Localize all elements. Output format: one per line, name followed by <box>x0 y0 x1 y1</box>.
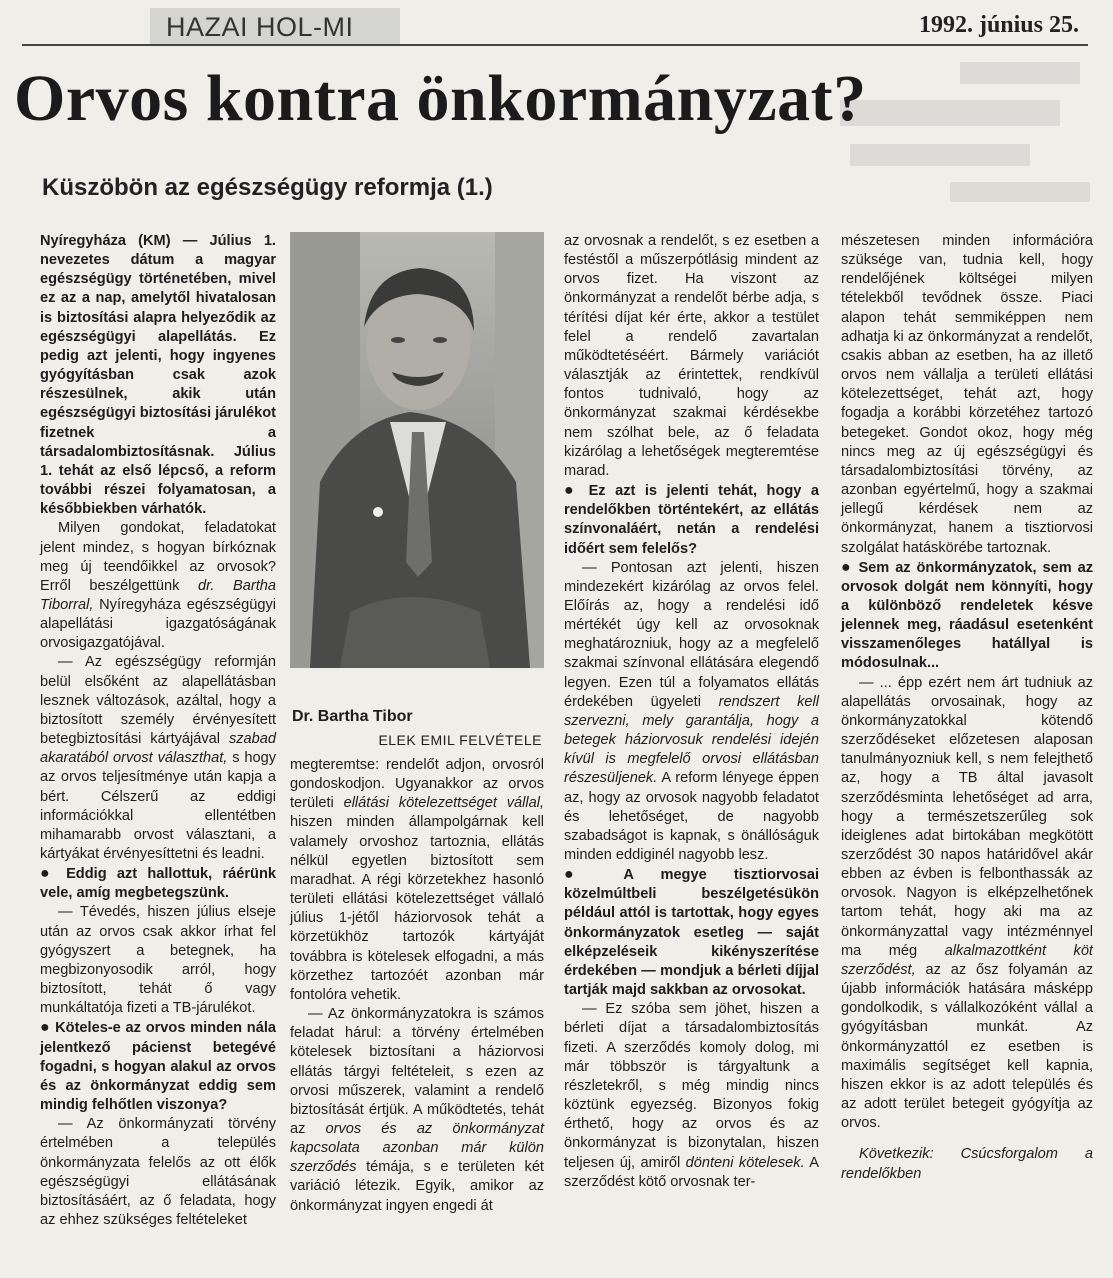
question-text: A megye tisztiorvosai közelmúltbeli beszélgetésükön például attól is tartottak, hogy egyes önkormányzatok esetleg — saját elképzeléseik kikényszerítése érdekében — mondjuk a bérleti díjjal tartják majd sakkban az orvosokat. <box>564 867 819 999</box>
text-run: megteremtse: rendelőt adjon, orvosról gondoskodjon. Ugyanakkor az orvos területi <box>290 757 544 812</box>
paragraph <box>40 519 276 653</box>
text-run: s hogy az orvos teljesítménye után kapja a bért. Célszerű az eddigi információkkal ellentétben mihamarabb orvost választani, a kártyákat érvényesíttetni és leadni. <box>40 750 276 862</box>
paragraph: mészetesen minden információra szüksége van, tudnia kell, hogy rendelőjének költségei milyen tételekből tevődnek össze. Piaci alapon tehát semmiképpen nem adhatja ki az önkormányzat a rendelőt, csakis abban az esetben, ha az illető orvos nem vállalja a területi ellátási kötelezettséget, tehát azt, hogy fogadja a korábbi körzetéhez tartozó betegeket. Gondot okoz, hogy még nincs meg az új egészségügyi és társadalombiztosítási törvény, az azonban egyértelmű, hogy a szakmai jellegű kérdések nem az önkormányzat, hanem a tisztiorvosi szolgálat hatáskörébe tartoznak. <box>841 233 1093 556</box>
bullet-icon: ● <box>40 1019 51 1037</box>
text-run: hiszen minden állampolgárnak kell valamely orvoshoz tartoznia, ellátás nélkül egyetlen biztosított sem maradhat. A régi körzetekhez hasonló területi ellátási kötelezettséget vállaló július 1-jétől háziorvosok tehát a körzetükhöz tartozók kártyáját továbbra is kötelesek elfogadni, a más körzethez tartozóét azonban már fontolóra vehetik. <box>290 814 544 1003</box>
column-2 <box>290 756 544 1216</box>
issue-date: 1992. június 25. <box>918 12 1079 38</box>
bleed-block <box>960 62 1080 84</box>
left-eye <box>391 337 405 343</box>
interview-question <box>40 864 276 903</box>
paragraph <box>290 1005 544 1216</box>
header-rule <box>22 44 1088 46</box>
column-1 <box>40 232 276 1230</box>
lapel-pin <box>373 507 383 517</box>
paragraph <box>290 756 544 1005</box>
text-run: A reform lényege éppen az, hogy az orvosok nagyobb feladatot és lehetőséget, de nagyobb szabadságot is kapnak, s önállóságuk minden eddiginél nagyobb lesz. <box>564 770 819 863</box>
text-run: — ... épp ezért nem árt tudniuk az alapellátás orvosainak, hogy az önkormányzatokkal kötendő szerződéseket előzetesen alaposan tanulmányozniuk kell, s nem felejthető az, hogy a TB által javasolt szerződésminta lehetőséget ad arra, hogy a természetszerűleg sok ideiglenes adat birtokában megkötött szerződést 30 napos határidővel akár ebben az évben is felbonthassák az orvosok. Nagyon is elképzelhetőnek tartom tehát, hogy aki ma az önkormányzattal vagy intézménnyel ma még <box>841 674 1093 959</box>
text-run-italic: alkalmazottként köt szerződést, <box>841 942 1093 978</box>
folded-hands <box>340 597 490 668</box>
paragraph: — Tévedés, hiszen július elseje után az orvos csak akkor írhat fel gyógyszert a betegnek, ha megbizonyosodik arról, hogy biztosított, tehát ő vagy munkáltatója fizeti a TB-járulékot. <box>40 904 276 1017</box>
portrait-illustration <box>290 232 544 668</box>
text-run: A szerződést kötő orvosnak ter- <box>564 1154 819 1190</box>
interview-question <box>40 1018 276 1115</box>
text-run-italic: szabad akaratából orvost választhat, <box>40 731 276 767</box>
text-run: — Pontosan azt jelenti, hiszen mindezekért kizárólag az orvos felel. Előírás az, hogy a rendelési idő mértékét úgy kell az orvosoknak meghatározniuk, hogy az a megfelelő szakmai színvonal ellátására elegendő legyen. Ezen túl a folyamatos ellátás érdekében ügyeleti <box>564 559 819 710</box>
paragraph: — Az önkormányzati törvény értelmében a település önkormányzata felelős az ott élők egészségügyi ellátásának biztosításáért, az ő feladata, hogy az ehhez szükséges feltételeket <box>40 1116 276 1228</box>
text-run: Milyen gondokat, feladatokat jelent mindez, s hogyan bírkóznak meg új teendőikkel az orvosok? Erről beszélgettünk <box>40 520 276 594</box>
signoff-text: Következik: Csúcsforgalom a rendelőkben <box>841 1146 1093 1182</box>
bleed-block <box>840 100 1060 126</box>
article-subheadline: Küszöbön az egészségügy reformja (1.) <box>42 174 493 201</box>
bleed-block <box>950 182 1090 202</box>
paragraph <box>841 674 1093 1134</box>
text-run-italic: ellátási kötelezettséget vállal, <box>343 795 545 812</box>
bullet-icon: ● <box>40 865 56 883</box>
text-run: — Ez szóba sem jöhet, hiszen a bérleti díjat a társadalombiztosítás fizeti. A szerződés komoly dolog, mi már többször is tárgyaltunk a részletekről, s még mindig nincs köztünk egyezség. Bizonyos fokig érthető, hogy az orvos és az önkormányzat is bizonytalan, hiszen teljesen új, amiről <box>564 1001 819 1171</box>
text-run: Nyíregyháza egészségügyi alapellátási igazgatóságának orvosigazgatójával. <box>40 596 276 652</box>
interview-question <box>841 558 1093 674</box>
bullet-icon: ● <box>841 558 853 576</box>
text-run-italic: dönteni kötelesek. <box>685 1154 805 1171</box>
text-run: — Az egészségügy reformján belül elsőként az alapellátásban lesznek változások, azáltal, hogy a biztosított személy érvényesített betegbiztosítási kártyájával <box>40 654 276 748</box>
paragraph <box>564 559 819 866</box>
column-4 <box>841 232 1093 1184</box>
section-rubric: HAZAI HOL-MI <box>150 8 400 44</box>
text-run: témája, s e területen két variáció létezik. Egyik, amikor az önkormányzat ingyen engedi át <box>290 1159 544 1214</box>
paragraph <box>40 653 276 864</box>
text-run: az az ősz folyamán az újabb információk hatására másképp gondolkodik, s vállalkozóként vállal a gyógyításban munkát. Az önkormányzattól ez esetben is maximális segítséget kell kapnia, hiszen ekkor is az adott település és az adott terület betegeit gyógyítja az orvos. <box>841 961 1093 1132</box>
article-headline: Orvos kontra önkormányzat? <box>14 62 867 135</box>
text-run-italic: dr. Bartha Tiborral, <box>40 577 276 613</box>
text-run: — Az önkormányzatokra is számos feladat hárul: a törvény értelmében kötelesek biztosítani a háziorvosi ellátás tárgyi feltételeit, s ezen az orvosi műszerek, valamint a rendelő biztosítását értjük. A működtetés, tehát az <box>290 1006 544 1137</box>
bleed-block <box>850 144 1030 166</box>
question-text: Ez azt is jelenti tehát, hogy a rendelőkben történtekért, az ellátás színvonaláért, netán a rendelési időért sem felelős? <box>564 483 819 557</box>
text-run-italic: rendszert kell szervezni, mely garantálja, hogy a betegek háziorvosuk rendelési idején kívül is megfelelő orvosi ellátásban részesüljenek. <box>564 693 819 787</box>
article-lead: Nyíregyháza (KM) — Július 1. nevezetes dátum a magyar egészségügy történetében, mivel ez az a nap, amelytől hivatalosan is biztosítási alapra helyeződik az egészségügyi alapellátás. Ez pedig azt jelenti, hogy ingyenes gyógyításban csak azok részesülnek, akik után egészségügyi biztosítási járulékot fizetnek a társadalombiztosításnak. Július 1. tehát az első lépcső, a reform további részei folyamatosan, a későbbiekben várhatók. <box>40 233 277 518</box>
portrait-photo <box>290 232 544 668</box>
bullet-icon: ● <box>564 482 580 500</box>
interview-question <box>564 481 819 559</box>
paragraph: az orvosnak a rendelőt, s ez esetben a festéstől a műszerpótlásig mindent az orvos fizet. Ha viszont az önkormányzat a rendelőt bérbe adja, s térítési díjat kér érte, akkor a testület felel a rendelő zavartalan működtetéséért. Bármely variációt választják az érintettek, rendkívül fontos tudnivaló, hogy az önkormányzat szakmai kérdésekbe nem szólhat bele, az ő feladata kizárólag a lehetőségek megteremtése marad. <box>564 233 819 479</box>
photo-caption: Dr. Bartha Tibor <box>292 708 413 725</box>
question-text: Eddig azt hallottuk, ráérünk vele, amíg megbetegszünk. <box>40 866 276 902</box>
interview-question <box>564 865 819 1000</box>
right-eye <box>433 337 447 343</box>
question-text: Sem az önkormányzatok, sem az orvosok dolgát nem könnyíti, hogy a különböző rendeletek késve jelennek meg, ráadásul esetenként visszamenőleges hatállyal is módosulnak... <box>841 559 1093 672</box>
continuation-note <box>841 1145 1093 1183</box>
photo-credit: ELEK EMIL FELVÉTELE <box>378 732 542 748</box>
question-text: Köteles-e az orvos minden nála jelentkező pácienst betegévé fogadni, s hogyan alakul az orvos és az önkormányzat eddig sem mindig felhőtlen viszonya? <box>40 1020 276 1114</box>
bullet-icon: ● <box>564 866 597 884</box>
text-run-italic: orvos és az önkormányzat kapcsolata azonban már külön szerződés <box>290 1120 544 1176</box>
paragraph <box>564 1000 819 1192</box>
column-3 <box>564 232 819 1192</box>
